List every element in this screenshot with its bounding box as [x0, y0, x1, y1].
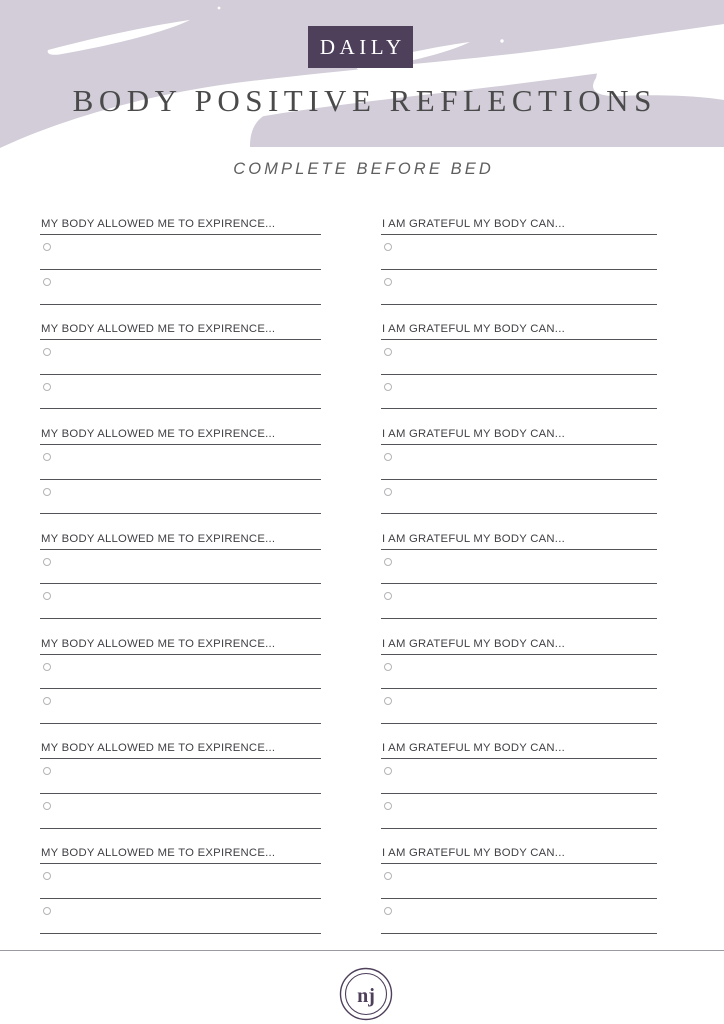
- prompt-heading: [40, 630, 321, 655]
- prompt-heading: [381, 420, 657, 445]
- entry-row[interactable]: [381, 270, 657, 305]
- entry-row[interactable]: [40, 584, 321, 619]
- circle-bullet-icon: [43, 663, 51, 671]
- circle-bullet-icon: [43, 907, 51, 915]
- prompt-heading: [381, 630, 657, 655]
- entry-write-line[interactable]: [399, 800, 657, 814]
- circle-bullet-icon: [43, 453, 51, 461]
- reflection-columns: [0, 210, 724, 940]
- prompt-heading: [381, 839, 657, 864]
- circle-bullet-icon: [43, 872, 51, 880]
- circle-bullet-icon: [384, 488, 392, 496]
- entry-write-line[interactable]: [58, 590, 321, 604]
- circle-bullet-icon: [384, 453, 392, 461]
- circle-bullet-icon: [43, 558, 51, 566]
- entry-write-line[interactable]: [399, 486, 657, 500]
- prompt-text: MY BODY ALLOWED ME TO EXPIRENCE...: [41, 218, 276, 230]
- circle-bullet-icon: [384, 278, 392, 286]
- prompt-text: I AM GRATEFUL MY BODY CAN...: [382, 637, 565, 650]
- footer-divider: [0, 950, 724, 951]
- reflection-block: [40, 734, 380, 839]
- entry-row[interactable]: [381, 864, 657, 899]
- prompt-heading: [381, 734, 657, 759]
- entry-row[interactable]: [40, 375, 321, 410]
- column-my-body-allowed: [40, 210, 380, 940]
- reflection-block: [40, 420, 380, 525]
- reflection-block: [381, 839, 721, 944]
- circle-bullet-icon: [43, 243, 51, 251]
- entry-write-line[interactable]: [58, 661, 321, 675]
- prompt-text: MY BODY ALLOWED ME TO EXPIRENCE...: [41, 637, 276, 650]
- entry-row[interactable]: [40, 270, 321, 305]
- entry-write-line[interactable]: [399, 905, 657, 919]
- prompt-text: MY BODY ALLOWED ME TO EXPIRENCE...: [41, 427, 276, 440]
- prompt-text: MY BODY ALLOWED ME TO EXPIRENCE...: [41, 322, 276, 335]
- circle-bullet-icon: [384, 592, 392, 600]
- prompt-text: I AM GRATEFUL MY BODY CAN...: [382, 322, 565, 335]
- svg-text:nj: nj: [357, 985, 375, 1007]
- entry-row[interactable]: [381, 375, 657, 410]
- entry-write-line[interactable]: [58, 241, 321, 255]
- page-title: BODY POSITIVE REFLECTIONS: [72, 83, 657, 118]
- entry-write-line[interactable]: [58, 276, 321, 290]
- entry-row[interactable]: [381, 794, 657, 829]
- circle-bullet-icon: [384, 802, 392, 810]
- prompt-heading: [40, 525, 321, 550]
- entry-row[interactable]: [40, 759, 321, 794]
- circle-bullet-icon: [384, 767, 392, 775]
- entry-row[interactable]: [40, 340, 321, 375]
- entry-write-line[interactable]: [399, 870, 657, 884]
- entry-write-line[interactable]: [58, 381, 321, 395]
- entry-write-line[interactable]: [58, 451, 321, 465]
- reflection-block: [40, 839, 380, 944]
- entry-write-line[interactable]: [58, 346, 321, 360]
- daily-badge: [308, 26, 413, 68]
- circle-bullet-icon: [43, 383, 51, 391]
- circle-bullet-icon: [384, 872, 392, 880]
- entry-row[interactable]: [40, 794, 321, 829]
- entry-row[interactable]: [381, 655, 657, 690]
- entry-row[interactable]: [381, 899, 657, 934]
- circle-bullet-icon: [43, 767, 51, 775]
- prompt-heading: [40, 210, 321, 235]
- page-header: [0, 0, 724, 200]
- prompt-heading: [40, 420, 321, 445]
- entry-write-line[interactable]: [399, 556, 657, 570]
- entry-row[interactable]: [40, 550, 321, 585]
- prompt-text: I AM GRATEFUL MY BODY CAN...: [382, 742, 565, 755]
- entry-write-line[interactable]: [399, 381, 657, 395]
- entry-row[interactable]: [40, 864, 321, 899]
- reflection-block: [381, 525, 721, 630]
- prompt-heading: [381, 210, 657, 235]
- entry-write-line[interactable]: [58, 556, 321, 570]
- entry-write-line[interactable]: [399, 765, 657, 779]
- prompt-text: I AM GRATEFUL MY BODY CAN...: [382, 427, 565, 440]
- entry-write-line[interactable]: [399, 346, 657, 360]
- entry-row[interactable]: [381, 689, 657, 724]
- circle-bullet-icon: [43, 592, 51, 600]
- entry-row[interactable]: [381, 445, 657, 480]
- prompt-text: MY BODY ALLOWED ME TO EXPIRENCE...: [41, 847, 276, 860]
- brand-logo: [339, 967, 393, 1021]
- prompt-heading: [40, 315, 321, 340]
- circle-bullet-icon: [384, 697, 392, 705]
- entry-row[interactable]: [381, 340, 657, 375]
- circle-bullet-icon: [384, 243, 392, 251]
- circle-bullet-icon: [384, 907, 392, 915]
- entry-write-line[interactable]: [58, 870, 321, 884]
- reflection-block: [381, 734, 721, 839]
- prompt-text: I AM GRATEFUL MY BODY CAN...: [382, 847, 565, 860]
- entry-row[interactable]: [40, 689, 321, 724]
- reflection-block: [40, 525, 380, 630]
- entry-row[interactable]: [381, 759, 657, 794]
- circle-bullet-icon: [43, 697, 51, 705]
- prompt-text: I AM GRATEFUL MY BODY CAN...: [382, 532, 565, 545]
- entry-write-line[interactable]: [399, 451, 657, 465]
- entry-row[interactable]: [40, 655, 321, 690]
- circle-bullet-icon: [43, 278, 51, 286]
- entry-row[interactable]: [40, 480, 321, 515]
- entry-write-line[interactable]: [58, 765, 321, 779]
- reflection-block: [40, 210, 380, 315]
- entry-write-line[interactable]: [58, 800, 321, 814]
- entry-row[interactable]: [40, 899, 321, 934]
- reflection-block: [40, 630, 380, 735]
- page-subtitle: COMPLETE BEFORE BED: [233, 160, 494, 178]
- entry-write-line[interactable]: [399, 695, 657, 709]
- entry-write-line[interactable]: [58, 486, 321, 500]
- entry-write-line[interactable]: [399, 276, 657, 290]
- entry-row[interactable]: [381, 480, 657, 515]
- circle-bullet-icon: [43, 802, 51, 810]
- prompt-text: I AM GRATEFUL MY BODY CAN...: [382, 218, 565, 230]
- entry-row[interactable]: [40, 445, 321, 480]
- prompt-heading: [381, 525, 657, 550]
- prompt-heading: [40, 839, 321, 864]
- reflection-block: [381, 630, 721, 735]
- reflection-block: [40, 315, 380, 420]
- entry-write-line[interactable]: [58, 695, 321, 709]
- entry-write-line[interactable]: [58, 905, 321, 919]
- prompt-heading: [40, 734, 321, 759]
- circle-bullet-icon: [384, 663, 392, 671]
- circle-bullet-icon: [384, 348, 392, 356]
- circle-bullet-icon: [43, 488, 51, 496]
- reflection-block: [381, 210, 721, 315]
- nj-monogram-icon: [339, 967, 393, 1021]
- circle-bullet-icon: [43, 348, 51, 356]
- entry-row[interactable]: [40, 235, 321, 270]
- daily-badge-label: DAILY: [319, 34, 406, 59]
- reflection-block: [381, 420, 721, 525]
- circle-bullet-icon: [384, 558, 392, 566]
- entry-row[interactable]: [381, 235, 657, 270]
- prompt-heading: [381, 315, 657, 340]
- entry-write-line[interactable]: [399, 590, 657, 604]
- circle-bullet-icon: [384, 383, 392, 391]
- prompt-text: MY BODY ALLOWED ME TO EXPIRENCE...: [41, 742, 276, 755]
- reflection-block: [381, 315, 721, 420]
- column-i-am-grateful: [381, 210, 721, 940]
- entry-row[interactable]: [381, 584, 657, 619]
- prompt-text: MY BODY ALLOWED ME TO EXPIRENCE...: [41, 532, 276, 545]
- entry-row[interactable]: [381, 550, 657, 585]
- entry-write-line[interactable]: [399, 661, 657, 675]
- entry-write-line[interactable]: [399, 241, 657, 255]
